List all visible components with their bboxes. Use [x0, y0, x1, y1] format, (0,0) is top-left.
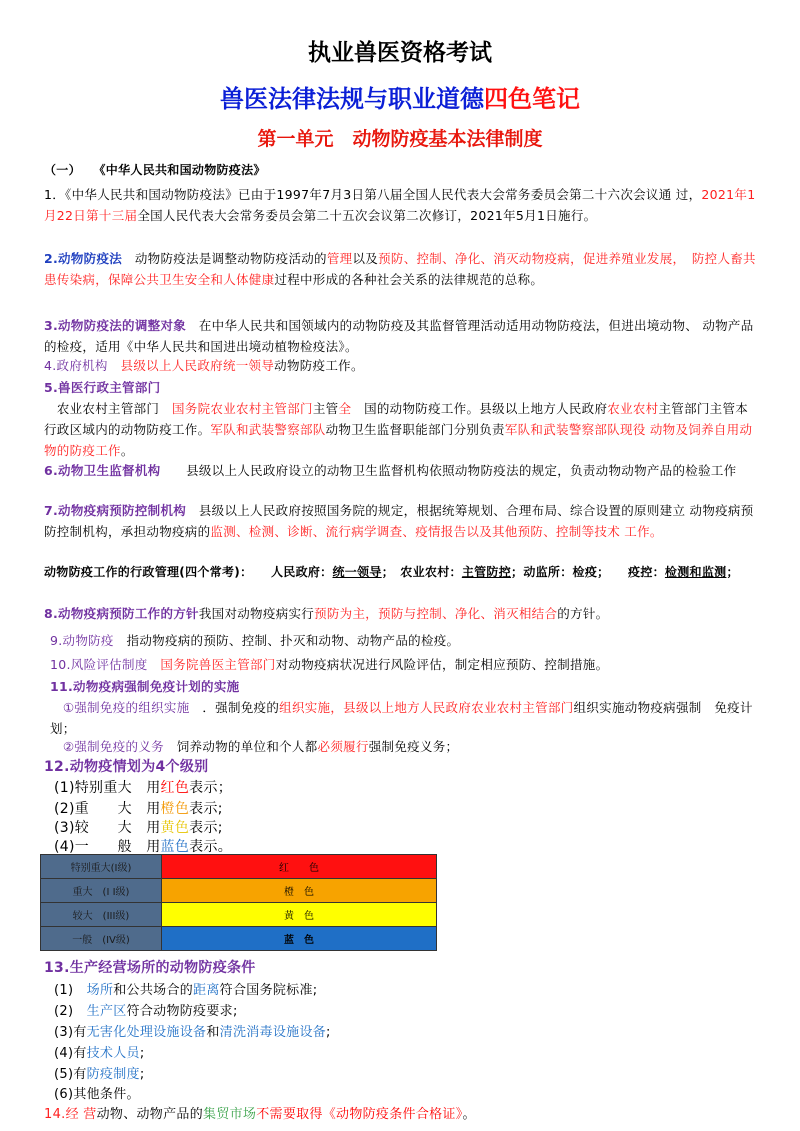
condition-1: (1) 场所和公共场合的距离符合国务院标准; — [54, 983, 318, 998]
paragraph-11-heading: 11.动物疫病强制免疫计划的实施 — [50, 679, 240, 694]
paragraph-4: 4.政府机构 县级以上人民政府统一领导动物防疫工作。 — [44, 358, 364, 373]
condition-4: (4)有技术人员; — [54, 1046, 145, 1061]
paragraph-8: 8.动物疫病预防工作的方针我国对动物疫病实行预防为主，预防与控制、净化、消灭相结合的方针。 — [44, 606, 609, 621]
exam-title: 执业兽医资格考试 — [308, 40, 492, 66]
paragraph-7: 7.动物疫病预防控制机构 县级以上人民政府按照国务院的规定，根据统筹规划、合理布局、综合设置的原则建立 动物疫病预防控制机构，承担动物疫病的监测、检测、诊断、流行病学调查、疫情报告以及其他预防、控制等技术 工作。 — [44, 503, 754, 539]
level-4: (4)一 般 用蓝色表示。 — [54, 839, 233, 855]
level-label-cell: 重大 (I I级) — [41, 879, 162, 903]
level-color-cell: 红 色 — [162, 855, 437, 879]
paragraph-12-heading: 12.动物疫情划为4个级别 — [44, 759, 209, 775]
level-color-cell: 蓝 色 — [162, 927, 437, 951]
paragraph-10: 10.风险评估制度 国务院兽医主管部门对动物疫病状况进行风险评估，制定相应预防、控制措施。 — [50, 657, 609, 672]
table-row — [41, 927, 437, 951]
subject-title: 兽医法律法规与职业道德四色笔记 — [220, 85, 580, 113]
level-2: (2)重 大 用橙色表示; — [54, 801, 223, 817]
unit-title: 第一单元 动物防疫基本法律制度 — [257, 128, 543, 150]
level-1: (1)特别重大 用红色表示； — [54, 780, 233, 796]
paragraph-5-heading: 5.兽医行政主管部门 — [44, 380, 161, 395]
level-label-cell: 一般 (IV级) — [41, 927, 162, 951]
paragraph-11-2: ②强制免疫的义务 饲养动物的单位和个人都必须履行强制免疫义务； — [62, 739, 459, 754]
paragraph-11-1: ①强制免疫的组织实施 ．强制免疫的组织实施，县级以上地方人民政府农业农村主管部门组织实施动物疫病强制 免疫计划； — [50, 700, 753, 736]
paragraph-1: 1．《中华人民共和国动物防疫法》已由于1997年7月3日第八届全国人民代表大会常务委员会第二十六次会议通 过，2021年1月22日第十三届全国人民代表大会常务委员会第二十五次会议第二次修订，2021年5月1日施行。 — [44, 187, 756, 223]
level-label-cell: 特别重大(I级) — [41, 855, 162, 879]
level-color-cell: 橙 色 — [162, 879, 437, 903]
table-row — [41, 903, 437, 927]
level-color-cell: 黄 色 — [162, 903, 437, 927]
condition-6: (6)其他条件。 — [54, 1087, 140, 1102]
condition-3: (3)有无害化处理设施设备和清洗消毒设施设备; — [54, 1025, 331, 1040]
section-heading: （一） 《中华人民共和国动物防疫法》 — [44, 163, 266, 177]
level-label-cell: 较大 (III级) — [41, 903, 162, 927]
paragraph-5: 农业农村主管部门 国务院农业农村主管部门主管全 国的动物防疫工作。县级以上地方人民政府农业农村主管部门主管本行政区域内的动物防疫工作。军队和武装警察部队动物卫生监督职能部门分别负责军队和武装警察部队现役 动物及饲养自用动物的防疫工作。 — [44, 401, 753, 458]
epidemic-level-table — [40, 854, 437, 951]
paragraph-14: 14.经 营动物、动物产品的集贸市场不需要取得《动物防疫条件合格证》。 — [44, 1107, 476, 1122]
level-3: (3)较 大 用黄色表示; — [54, 820, 223, 836]
condition-2: (2) 生产区符合动物防疫要求; — [54, 1004, 238, 1019]
paragraph-9: 9.动物防疫 指动物疫病的预防、控制、扑灭和动物、动物产品的检疫。 — [50, 633, 460, 648]
table-row — [41, 879, 437, 903]
paragraph-3: 3.动物防疫法的调整对象 在中华人民共和国领域内的动物防疫及其监督管理活动适用动物防疫法，但进出境动物、 动物产品的检疫，适用《中华人民共和国进出境动植物检疫法》。 — [44, 318, 754, 354]
paragraph-6: 6.动物卫生监督机构 县级以上人民政府设立的动物卫生监督机构依照动物防疫法的规定，负责动物动物产品的检验工作 — [44, 463, 737, 478]
paragraph-2: 2.动物防疫法 动物防疫法是调整动物防疫活动的管理以及预防、控制、净化、消灭动物疫病，促进养殖业发展， 防控人畜共患传染病，保障公共卫生安全和人体健康过程中形成的各种社会关系的法律规范的总称。 — [44, 251, 756, 287]
paragraph-13-heading: 13.生产经营场所的动物防疫条件 — [44, 960, 256, 976]
table-row — [41, 855, 437, 879]
admin-summary: 动物防疫工作的行政管理(四个常考)： 人民政府：统一领导； 农业农村：主管防控；动监所：检疫； 疫控：检测和监测； — [44, 565, 739, 579]
condition-5: (5)有防疫制度; — [54, 1067, 145, 1082]
